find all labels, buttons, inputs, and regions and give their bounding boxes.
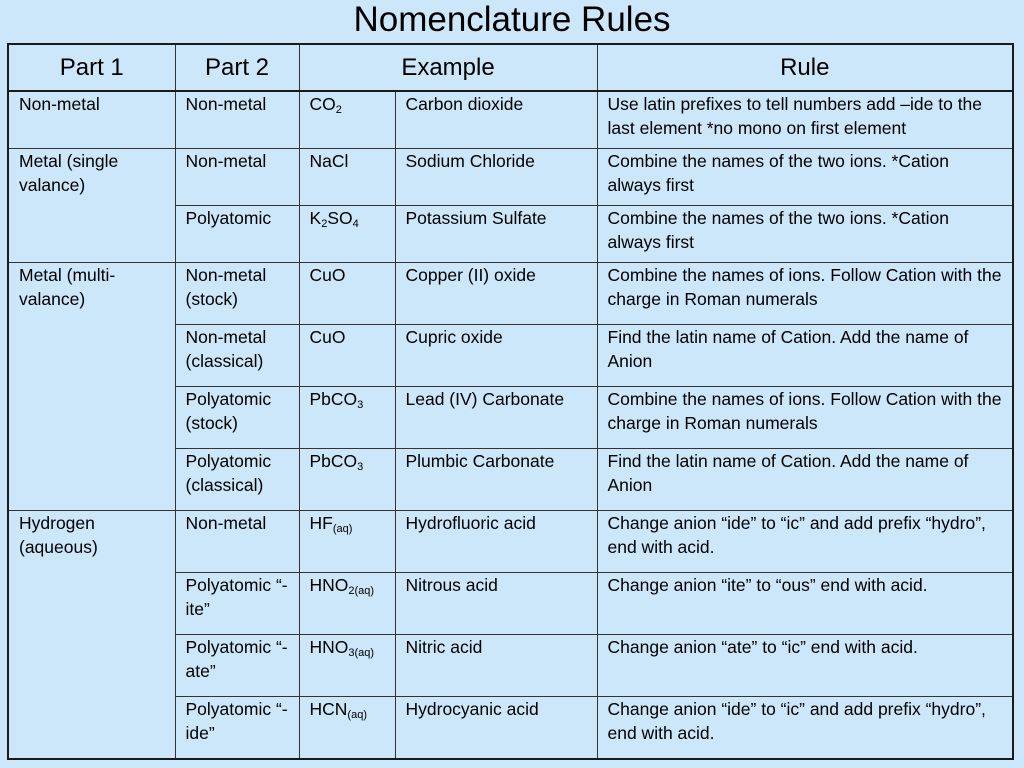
compound-name-cell: Hydrocyanic acid — [395, 697, 597, 760]
formula-subscript: 2 — [335, 104, 342, 116]
formula-base: PbCO — [309, 389, 358, 409]
header-part1: Part 1 — [8, 44, 175, 91]
formula-cell — [299, 387, 395, 449]
formula-base: HNO — [309, 637, 349, 657]
table-row — [8, 91, 1013, 149]
rule-cell: Combine the names of the two ions. *Cation always first — [597, 149, 1013, 206]
part2-cell: Non-metal — [175, 511, 299, 573]
compound-name-cell: Nitric acid — [395, 635, 597, 697]
compound-name-cell: Copper (II) oxide — [395, 263, 597, 325]
formula-base: HCN — [309, 699, 348, 719]
compound-name-cell: Plumbic Carbonate — [395, 449, 597, 511]
part1-cell: Hydrogen (aqueous) — [8, 511, 175, 760]
formula-cell — [299, 91, 395, 149]
header-rule: Rule — [597, 44, 1013, 91]
compound-name-cell: Lead (IV) Carbonate — [395, 387, 597, 449]
formula-subscript: 3 — [357, 461, 364, 473]
formula-subscript: 2(aq) — [348, 585, 375, 597]
table-row — [8, 511, 1013, 573]
part2-cell: Polyatomic (stock) — [175, 387, 299, 449]
rule-cell: Combine the names of ions. Follow Cation with the charge in Roman numerals — [597, 387, 1013, 449]
formula-tail: SO — [327, 208, 353, 228]
part1-cell: Metal (multi-valance) — [8, 263, 175, 511]
header-row — [8, 44, 1013, 91]
part2-cell: Non-metal — [175, 91, 299, 149]
rule-cell: Combine the names of ions. Follow Cation with the charge in Roman numerals — [597, 263, 1013, 325]
formula-base: HNO — [309, 575, 349, 595]
formula-base: CO — [309, 94, 336, 114]
rule-cell: Change anion “ide” to “ic” and add prefix “hydro”, end with acid. — [597, 697, 1013, 760]
formula-cell — [299, 573, 395, 635]
formula-cell — [299, 511, 395, 573]
formula-cell — [299, 635, 395, 697]
part2-cell: Polyatomic “-ate” — [175, 635, 299, 697]
compound-name-cell: Carbon dioxide — [395, 91, 597, 149]
header-example: Example — [299, 44, 597, 91]
formula-base: HF — [309, 513, 333, 533]
part2-cell: Polyatomic — [175, 206, 299, 263]
part2-cell: Non-metal (classical) — [175, 325, 299, 387]
part2-cell: Polyatomic “-ite” — [175, 573, 299, 635]
formula-tail-subscript: 4 — [352, 218, 359, 230]
part2-cell: Polyatomic “-ide” — [175, 697, 299, 760]
rule-cell: Change anion “ide” to “ic” and add prefix “hydro”, end with acid. — [597, 511, 1013, 573]
rule-cell: Find the latin name of Cation. Add the name of Anion — [597, 449, 1013, 511]
table-row — [8, 263, 1013, 325]
formula-base: CuO — [309, 327, 346, 347]
compound-name-cell: Cupric oxide — [395, 325, 597, 387]
compound-name-cell: Sodium Chloride — [395, 149, 597, 206]
part2-cell: Polyatomic (classical) — [175, 449, 299, 511]
formula-cell — [299, 449, 395, 511]
rule-cell: Use latin prefixes to tell numbers add –ide to the last element *no mono on first element — [597, 91, 1013, 149]
compound-name-cell: Hydrofluoric acid — [395, 511, 597, 573]
compound-name-cell: Nitrous acid — [395, 573, 597, 635]
part2-cell: Non-metal — [175, 149, 299, 206]
formula-base: CuO — [309, 265, 346, 285]
formula-cell — [299, 697, 395, 760]
formula-base: PbCO — [309, 451, 358, 471]
formula-base: NaCl — [309, 151, 349, 171]
formula-subscript: (aq) — [347, 709, 367, 721]
table-row — [8, 149, 1013, 206]
rule-cell: Change anion “ate” to “ic” end with acid. — [597, 635, 1013, 697]
rule-cell: Find the latin name of Cation. Add the name of Anion — [597, 325, 1013, 387]
rule-cell: Change anion “ite” to “ous” end with acid. — [597, 573, 1013, 635]
header-part2: Part 2 — [175, 44, 299, 91]
page-title: Nomenclature Rules — [353, 0, 671, 39]
formula-subscript: 3 — [357, 399, 364, 411]
formula-cell — [299, 206, 395, 263]
part2-cell: Non-metal (stock) — [175, 263, 299, 325]
formula-subscript: 3(aq) — [348, 647, 375, 659]
formula-base: K — [309, 208, 322, 228]
formula-subscript: (aq) — [332, 523, 353, 535]
formula-cell — [299, 325, 395, 387]
nomenclature-table — [7, 43, 1014, 760]
formula-cell — [299, 149, 395, 206]
formula-subscript: 2 — [321, 218, 328, 230]
formula-cell — [299, 263, 395, 325]
rule-cell: Combine the names of the two ions. *Cation always first — [597, 206, 1013, 263]
part1-cell: Metal (single valance) — [8, 149, 175, 263]
part1-cell: Non-metal — [8, 91, 175, 149]
compound-name-cell: Potassium Sulfate — [395, 206, 597, 263]
